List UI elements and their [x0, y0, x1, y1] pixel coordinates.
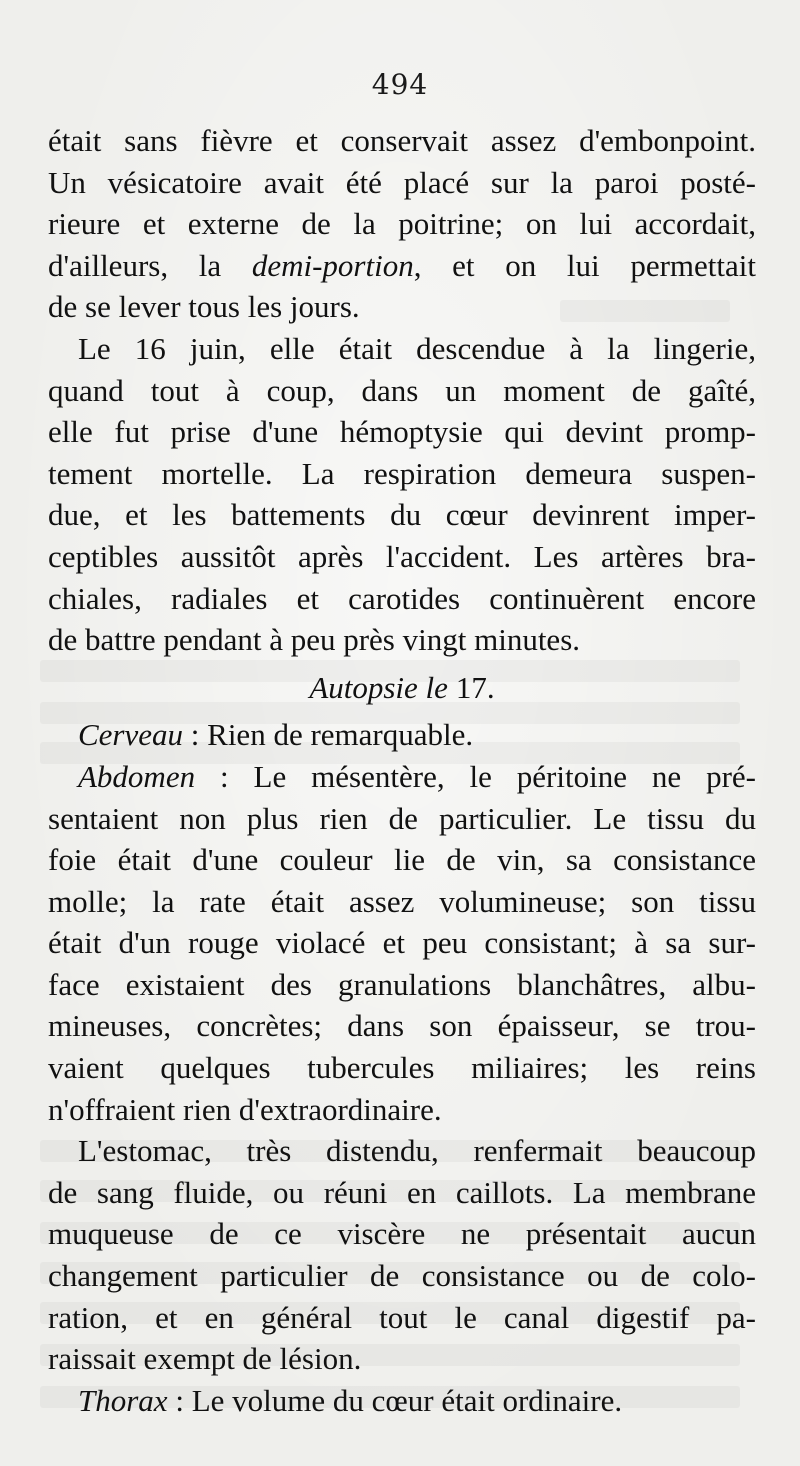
text-line	[48, 922, 756, 964]
text-run: changement particulier de consistance ou de colo-	[48, 1258, 756, 1294]
text-line	[48, 536, 756, 578]
text-line	[48, 1380, 756, 1422]
text-run: due, et les battements du cœur devinrent imper-	[48, 497, 756, 533]
text-line	[48, 494, 756, 536]
text-line	[48, 881, 756, 923]
paragraph	[48, 1380, 756, 1422]
text-run: Un vésicatoire avait été placé sur la paroi posté-	[48, 164, 756, 200]
text-line	[48, 1338, 756, 1380]
text-run: Cerveau	[78, 717, 184, 753]
text-line	[48, 203, 756, 245]
text-run: L'estomac, très distendu, renfermait beaucoup	[78, 1133, 756, 1169]
text-run: mineuses, concrètes; dans son épaisseur, se trou-	[48, 1008, 756, 1044]
text-line	[48, 1213, 756, 1255]
text-run: ration, et en général tout le canal digestif pa-	[48, 1299, 756, 1335]
text-line	[48, 120, 756, 162]
text-run: était d'un rouge violacé et peu consistant; à sa sur-	[48, 925, 756, 961]
text-line	[48, 1089, 756, 1131]
text-run: Abdomen	[78, 758, 196, 794]
text-run: raissait exempt de lésion.	[48, 1341, 362, 1377]
text-run: : Rien de remarquable.	[183, 717, 474, 753]
intro-paragraphs	[48, 120, 756, 661]
paragraph	[48, 120, 756, 328]
text-line	[48, 1172, 756, 1214]
section-heading-number: 17.	[455, 669, 495, 705]
text-line	[48, 370, 756, 412]
text-line	[48, 1005, 756, 1047]
text-run: était sans fièvre et conservait assez d'embonpoint.	[48, 123, 756, 158]
text-line	[48, 1255, 756, 1297]
text-line	[48, 245, 756, 287]
body-text	[48, 120, 756, 1421]
text-line	[48, 1297, 756, 1339]
text-run: rieure et externe de la poitrine; on lui accordait,	[48, 206, 756, 242]
text-run: elle fut prise d'une hémoptysie qui devint promp-	[48, 414, 756, 450]
section-heading	[48, 667, 756, 709]
text-run: foie était d'une couleur lie de vin, sa consistance	[48, 842, 756, 878]
text-line	[48, 964, 756, 1006]
text-line	[48, 619, 756, 661]
text-run: Thorax	[78, 1382, 168, 1418]
text-run: de battre pendant à peu près vingt minutes.	[48, 622, 581, 658]
text-line	[48, 1047, 756, 1089]
text-line	[48, 578, 756, 620]
text-run: ceptibles aussitôt après l'accident. Les artères bra-	[48, 538, 756, 574]
text-run: vaient quelques tubercules miliaires; les reins	[48, 1050, 756, 1086]
text-run: face existaient des granulations blanchâtres, albu-	[48, 966, 756, 1002]
text-line	[48, 756, 756, 798]
paragraph	[48, 1130, 756, 1380]
text-line	[48, 1130, 756, 1172]
text-run: tement mortelle. La respiration demeura suspen-	[48, 455, 756, 491]
text-run: de sang fluide, ou réuni en caillots. La membrane	[48, 1174, 756, 1210]
text-line	[48, 798, 756, 840]
text-line	[48, 162, 756, 204]
text-run: muqueuse de ce viscère ne présentait aucun	[48, 1216, 756, 1252]
text-run: molle; la rate était assez volumineuse; son tissu	[48, 883, 756, 919]
text-run: , et on lui permettait	[413, 247, 757, 283]
paragraph	[48, 756, 756, 1130]
text-run: quand tout à coup, dans un moment de gaîté,	[48, 372, 756, 408]
text-run: chiales, radiales et carotides continuèrent encore	[48, 580, 756, 616]
section-heading-text: Autopsie le	[309, 669, 448, 705]
text-run: : Le volume du cœur était ordinaire.	[167, 1382, 623, 1418]
text-line	[48, 328, 756, 370]
autopsy-paragraphs	[48, 714, 756, 1421]
text-run: d'ailleurs, la	[48, 247, 252, 283]
text-line	[48, 286, 756, 328]
paragraph	[48, 328, 756, 661]
text-line	[48, 411, 756, 453]
text-run: sentaient non plus rien de particulier. Le tissu du	[48, 800, 756, 836]
text-line	[48, 453, 756, 495]
page-number: 494	[371, 68, 429, 101]
text-run: demi-portion	[251, 247, 414, 283]
text-run: n'offraient rien d'extraordinaire.	[48, 1091, 442, 1127]
text-line	[48, 839, 756, 881]
text-line	[48, 714, 756, 756]
text-run: Le 16 juin, elle était descendue à la lingerie,	[78, 330, 756, 366]
text-run: : Le mésentère, le péritoine ne pré-	[195, 758, 756, 794]
paragraph	[48, 714, 756, 756]
text-run: de se lever tous les jours.	[48, 289, 360, 325]
